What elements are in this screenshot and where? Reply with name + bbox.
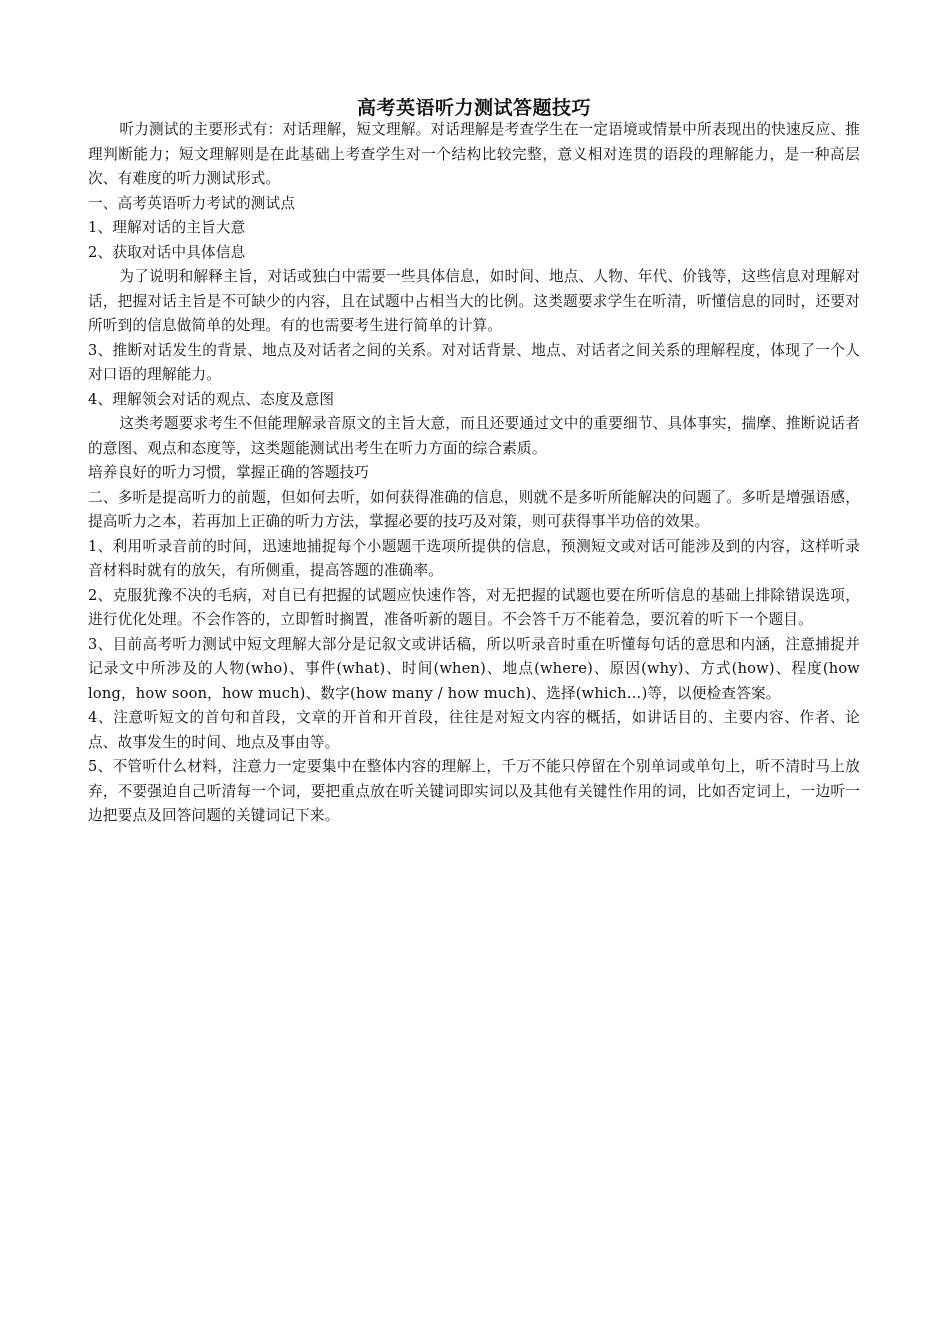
tip-5: 5、不管听什么材料，注意力一定要集中在整体内容的理解上，千万不能只停留在个别单词或单句上，听不清时马上放弃，不要强迫自己听清每一个词，要把重点放在听关键词即实词以及其他有关键性作用的词，比如否定词上，一边听一边把要点及回答问题的关键词记下来。 [88, 758, 860, 824]
test-point-3: 3、推断对话发生的背景、地点及对话者之间的关系。对对话背景、地点、对话者之间关系的理解程度，体现了一个人对口语的理解能力。 [88, 341, 860, 383]
tip-2: 2、克服犹豫不决的毛病，对自已有把握的试题应快速作答，对无把握的试题也要在所听信息的基础上排除错误选项，进行优化处理。不会作答的，立即暂时搁置，准备听新的题目。不会答千万不能着急，要沉着的听下一个题目。 [88, 586, 860, 628]
section-heading-1: 一、高考英语听力考试的测试点 [88, 194, 296, 212]
habits-heading: 培养良好的听力习惯，掌握正确的答题技巧 [88, 464, 370, 481]
document-page [88, 94, 860, 829]
test-point-1: 1、理解对话的主旨大意 [88, 219, 246, 236]
document-title: 高考英语听力测试答题技巧 [356, 97, 591, 119]
tip-3: 3、目前高考听力测试中短文理解大部分是记叙文或讲话稿，所以听录音时重在听懂每句话的意思和内涵，注意捕捉并记录文中所涉及的人物(who)、事件(what)、时间(when)、地点(where)、原因(why)、方式(how)、程度(how long，how soon，how much)、数字(how many / how much)、选择(which…)等，以便检查答案。 [88, 635, 860, 702]
tip-1: 1、利用听录音前的时间，迅速地捕捉每个小题题干选项所提供的信息，预测短文或对话可能涉及到的内容，这样听录音材料时就有的放矢，有所侧重，提高答题的准确率。 [88, 537, 860, 579]
section-heading-2: 二、多听是提高听力的前题，但如何去听，如何获得准确的信息，则就不是多听所能解决的问题了。多听是增强语感，提高听力之本，若再加上正确的听力方法，掌握必要的技巧及对策，则可获得事半功倍的效果。 [88, 488, 860, 530]
test-point-4: 4、理解领会对话的观点、态度及意图 [88, 390, 335, 408]
intro-paragraph: 听力测试的主要形式有：对话理解，短文理解。对话理解是考查学生在一定语境或情景中所表现出的快速反应、推理判断能力；短文理解则是在此基础上考查学生对一个结构比较完整，意义相对连贯的语段的理解能力，是一种高层次、有难度的听力测试形式。 [88, 121, 860, 187]
test-point-4-detail: 这类考题要求考生不但能理解录音原文的主旨大意，而且还要通过文中的重要细节、具体事实，揣摩、推断说话者的意图、观点和态度等，这类题能测试出考生在听力方面的综合素质。 [88, 415, 860, 457]
tip-4: 4、注意听短文的首句和首段，文章的开首和开首段，往往是对短文内容的概括，如讲话目的、主要内容、作者、论点、故事发生的时间、地点及事由等。 [88, 709, 860, 751]
test-point-2: 2、获取对话中具体信息 [88, 243, 246, 261]
test-point-2-detail: 为了说明和解释主旨，对话或独白中需要一些具体信息，如时间、地点、人物、年代、价钱等，这些信息对理解对话，把握对话主旨是不可缺少的内容，且在试题中占相当大的比例。这类题要求学生在听清，听懂信息的同时，还要对所听到的信息做简单的处理。有的也需要考生进行简单的计算。 [88, 268, 860, 334]
